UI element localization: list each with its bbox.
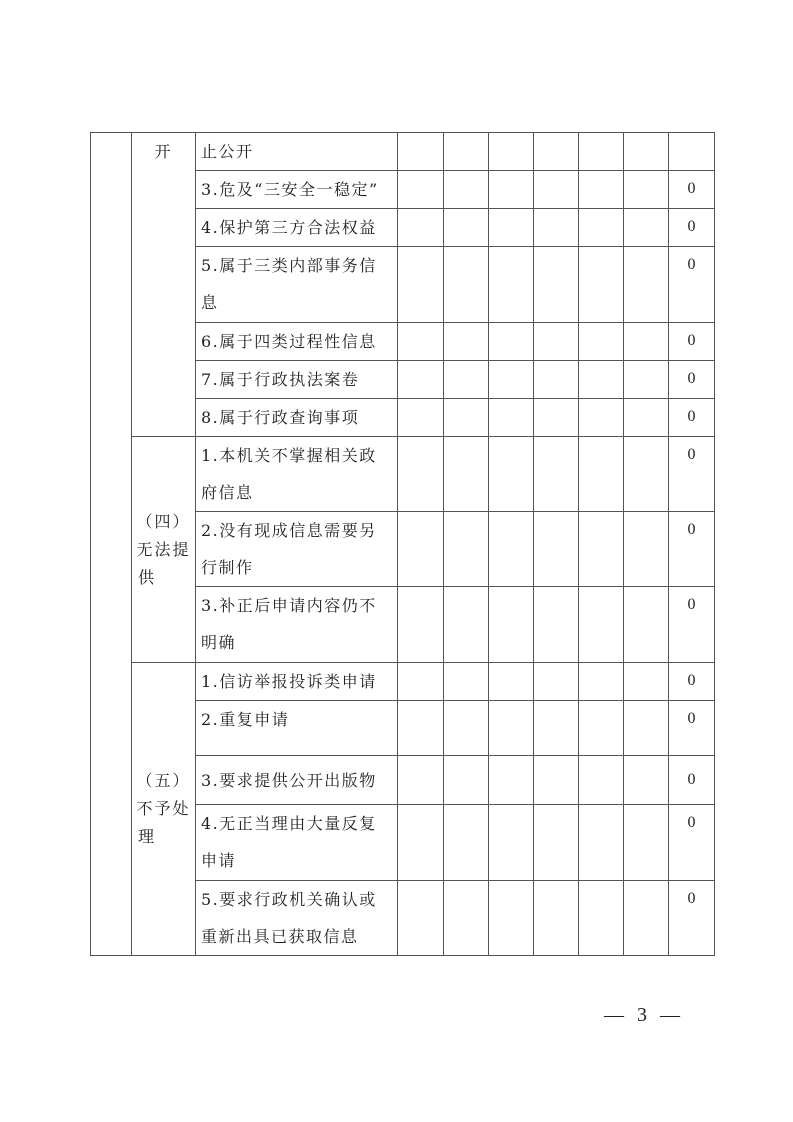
item-cell bbox=[196, 805, 398, 881]
category-label-line: 理 bbox=[138, 827, 157, 846]
count-value: 0 bbox=[669, 587, 715, 663]
item-label-line: 2.没有现成信息需要另 bbox=[201, 521, 377, 540]
item-label: 4.保护第三方合法权益 bbox=[201, 218, 377, 237]
item-cell bbox=[196, 881, 398, 956]
item-cell bbox=[196, 399, 398, 437]
item-label-line: 重新出具已获取信息 bbox=[201, 927, 359, 946]
count-value: 0 bbox=[669, 701, 715, 756]
item-label: 6.属于四类过程性信息 bbox=[201, 332, 377, 351]
count-value: 0 bbox=[669, 512, 715, 587]
category-cell bbox=[132, 437, 196, 663]
count-value: 0 bbox=[669, 881, 715, 956]
item-label-line: 息 bbox=[201, 293, 219, 312]
table-row bbox=[91, 133, 715, 171]
item-cell bbox=[196, 209, 398, 247]
count-value: 0 bbox=[669, 361, 715, 399]
item-label: 1.信访举报投诉类申请 bbox=[201, 672, 377, 691]
count-value: 0 bbox=[669, 756, 715, 805]
category-label-line: （四） bbox=[136, 511, 191, 531]
item-label-line: 明确 bbox=[201, 633, 237, 652]
item-label-line: 申请 bbox=[201, 851, 237, 870]
item-cell bbox=[196, 323, 398, 361]
item-cell bbox=[196, 701, 398, 756]
item-cell bbox=[196, 247, 398, 323]
count-value: 0 bbox=[669, 663, 715, 701]
item-label-line: 行制作 bbox=[201, 558, 254, 577]
item-label-line: 5.要求行政机关确认或 bbox=[201, 890, 377, 909]
category-cell bbox=[132, 133, 196, 437]
count-value: 0 bbox=[669, 323, 715, 361]
category-label-line: 供 bbox=[138, 567, 157, 587]
category-label: 开 bbox=[154, 142, 173, 161]
item-label: 7.属于行政执法案卷 bbox=[201, 370, 360, 389]
item-cell bbox=[196, 663, 398, 701]
item-cell bbox=[196, 437, 398, 512]
item-cell bbox=[196, 587, 398, 663]
page-number: — 3 — bbox=[604, 1004, 684, 1026]
count-value bbox=[669, 133, 715, 171]
item-label: 止公开 bbox=[201, 142, 254, 161]
category-cell bbox=[132, 663, 196, 956]
category-label-line: 不予处 bbox=[136, 799, 191, 818]
item-label: 8.属于行政查询事项 bbox=[201, 408, 360, 427]
table-row bbox=[91, 663, 715, 701]
table-row bbox=[91, 437, 715, 512]
item-label-line: 4.无正当理由大量反复 bbox=[201, 814, 377, 833]
count-value: 0 bbox=[669, 399, 715, 437]
count-value: 0 bbox=[669, 247, 715, 323]
category-label-line: （五） bbox=[136, 771, 191, 790]
count-value: 0 bbox=[669, 171, 715, 209]
item-cell bbox=[196, 133, 398, 171]
count-value: 0 bbox=[669, 209, 715, 247]
left-margin-cell bbox=[91, 133, 132, 956]
count-value: 0 bbox=[669, 805, 715, 881]
item-label: 3.危及“三安全一稳定” bbox=[201, 180, 379, 199]
item-label-line: 府信息 bbox=[201, 483, 254, 502]
item-cell bbox=[196, 756, 398, 805]
item-cell bbox=[196, 512, 398, 587]
count-value: 0 bbox=[669, 437, 715, 512]
item-label-line: 5.属于三类内部事务信 bbox=[201, 256, 377, 275]
item-cell bbox=[196, 361, 398, 399]
statistics-table bbox=[90, 132, 715, 956]
item-label-line: 3.补正后申请内容仍不 bbox=[201, 596, 377, 615]
item-label-line: 1.本机关不掌握相关政 bbox=[201, 446, 377, 465]
category-label-line: 无法提 bbox=[136, 539, 191, 559]
item-label: 2.重复申请 bbox=[201, 710, 290, 729]
item-label: 3.要求提供公开出版物 bbox=[201, 770, 377, 790]
item-cell bbox=[196, 171, 398, 209]
